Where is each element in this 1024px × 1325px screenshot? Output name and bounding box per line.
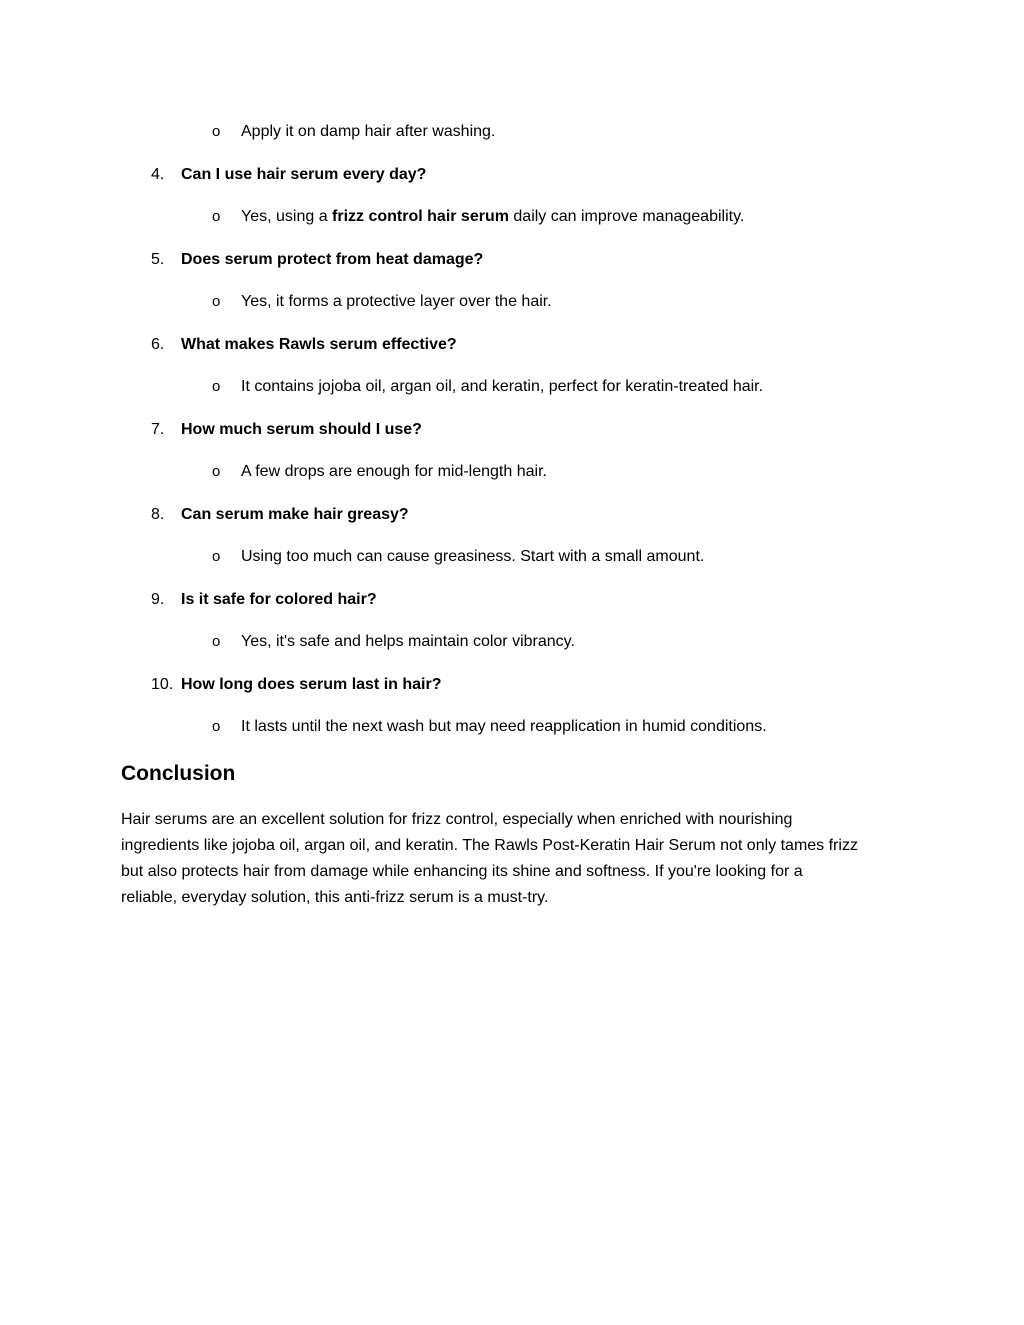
answer-text-post: daily can improve manageability. <box>508 208 745 225</box>
answer-text-pre: Yes, using a <box>241 208 333 225</box>
bullet-marker: o <box>212 548 221 565</box>
bullet-marker: o <box>212 208 221 225</box>
bullet-marker: o <box>212 718 221 735</box>
answer-text: Yes, it's safe and helps maintain color vibrancy. <box>241 633 575 650</box>
answer-text: Yes, it forms a protective layer over the hair. <box>241 293 552 310</box>
answer-text: Apply it on damp hair after washing. <box>241 123 496 140</box>
paragraph-line: reliable, everyday solution, this anti-frizz serum is a must-try. <box>121 889 549 906</box>
paragraph-line: Hair serums are an excellent solution for frizz control, especially when enriched with nourishing <box>121 811 793 828</box>
answer-text: It lasts until the next wash but may need reapplication in humid conditions. <box>241 718 767 735</box>
answer-keyword: frizz control hair serum <box>332 208 509 225</box>
paragraph-line: ingredients like jojoba oil, argan oil, and keratin. The Rawls Post-Keratin Hair Serum not only tames frizz <box>121 837 858 854</box>
question-number: 8. <box>151 506 165 523</box>
question-number: 6. <box>151 336 165 353</box>
question-number: 4. <box>151 166 165 183</box>
answer-text <box>241 207 744 227</box>
bullet-marker: o <box>212 123 221 140</box>
bullet-marker: o <box>212 378 221 395</box>
question-text: How long does serum last in hair? <box>181 676 442 693</box>
conclusion-paragraph <box>121 807 911 911</box>
bullet-marker: o <box>212 463 221 480</box>
question-number: 5. <box>151 251 165 268</box>
question-text: Is it safe for colored hair? <box>181 591 377 608</box>
question-text: Can I use hair serum every day? <box>181 166 427 183</box>
conclusion-heading: Conclusion <box>121 762 236 785</box>
question-number: 7. <box>151 421 165 438</box>
question-text: Can serum make hair greasy? <box>181 506 409 523</box>
question-number: 9. <box>151 591 165 608</box>
bullet-marker: o <box>212 633 221 650</box>
bullet-marker: o <box>212 293 221 310</box>
question-text: What makes Rawls serum effective? <box>181 336 457 353</box>
question-text: Does serum protect from heat damage? <box>181 251 484 268</box>
question-number: 10. <box>151 676 174 693</box>
answer-text: It contains jojoba oil, argan oil, and keratin, perfect for keratin-treated hair. <box>241 378 764 395</box>
answer-text: Using too much can cause greasiness. Start with a small amount. <box>241 548 705 565</box>
answer-text: A few drops are enough for mid-length hair. <box>241 463 547 480</box>
paragraph-line: but also protects hair from damage while enhancing its shine and softness. If you're looking for a <box>121 863 803 880</box>
question-text: How much serum should I use? <box>181 421 422 438</box>
